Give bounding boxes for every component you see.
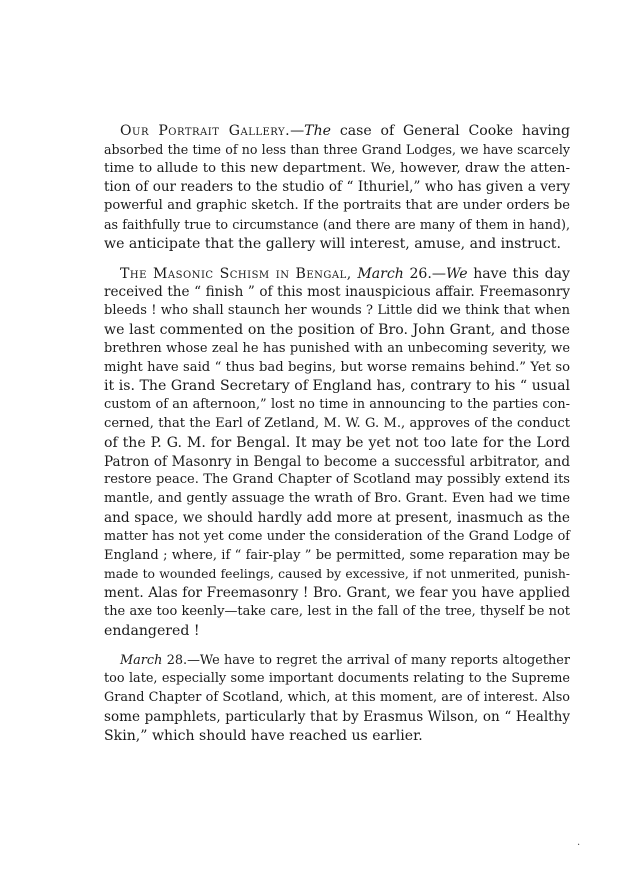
paragraph-gap <box>104 254 570 265</box>
text-line <box>104 434 570 453</box>
text-line <box>104 359 570 378</box>
text-run: of the P. G. M. for Bengal. It may be yet not too late for the Lord <box>104 434 570 451</box>
text-line <box>104 547 570 566</box>
text-line <box>104 197 570 216</box>
section-heading: The Masonic Schism in Bengal, <box>120 265 352 282</box>
text-run: bleeds ! who shall staunch her wounds ? Little did we think that when <box>104 303 570 319</box>
text-run: tion of our readers to the studio of “ Ithuriel,” who has given a very <box>104 179 570 196</box>
text-line <box>104 603 570 622</box>
italic-run: We <box>445 265 468 282</box>
text-line <box>104 396 570 415</box>
paragraph-1 <box>104 122 570 254</box>
italic-run: March <box>357 265 404 282</box>
text-run: cerned, that the Earl of Zetland, M. W. G. M., approves of the conduct <box>104 415 570 431</box>
text-run: received the “ finish ” of this most inauspicious affair. Freemasonry <box>104 284 570 301</box>
text-run: absorbed the time of no less than three Grand Lodges, we have scarcely <box>104 141 570 157</box>
text-run: have this day <box>467 265 570 282</box>
text-line <box>104 235 570 254</box>
text-run: time to allude to this new department. We, however, draw the atten- <box>104 160 570 176</box>
italic-run: March <box>120 652 163 668</box>
text-run: we last commented on the position of Bro. John Grant, and those <box>104 321 570 338</box>
text-line <box>104 453 570 472</box>
text-line <box>104 160 570 179</box>
text-run: Patron of Masonry in Bengal to become a successful arbitrator, and <box>104 453 570 470</box>
text-line <box>104 670 570 689</box>
text-line <box>104 340 570 359</box>
text-run: brethren whose zeal he has punished with an unbecoming severity, we <box>104 340 570 356</box>
text-run: — <box>290 123 305 139</box>
paragraph-gap <box>104 641 570 652</box>
text-run: powerful and graphic sketch. If the portraits that are under orders be <box>104 198 570 214</box>
paragraph-3 <box>104 652 570 746</box>
text-line <box>104 490 570 509</box>
text-run: endangered ! <box>104 622 200 639</box>
text-line <box>104 584 570 603</box>
text-run: custom of an afternoon,” lost no time in announcing to the parties con- <box>104 397 570 413</box>
text-line <box>104 265 570 284</box>
text-run: restore peace. The Grand Chapter of Scotland may possibly extend its <box>104 472 570 488</box>
text-line <box>104 565 570 584</box>
text-run: case of General Cooke having <box>331 123 570 139</box>
page-mark: . <box>577 837 581 848</box>
text-line <box>104 141 570 160</box>
paragraph-2 <box>104 265 570 641</box>
text-line <box>104 652 570 671</box>
text-run: 26.— <box>403 265 446 282</box>
text-line <box>104 727 570 746</box>
text-run: as faithfully true to circumstance (and there are many of them in hand), <box>104 216 570 232</box>
text-run: too late, especially some important documents relating to the Supreme <box>104 671 570 687</box>
text-run: Grand Chapter of Scotland, which, at this moment, are of interest. Also <box>104 690 570 706</box>
text-line <box>104 216 570 235</box>
text-line <box>104 302 570 321</box>
text-run: the axe too keenly—take care, lest in the fall of the tree, thyself be not <box>104 603 570 619</box>
text-line <box>104 622 570 641</box>
text-run: England ; where, if “ fair-play ” be permitted, some reparation may be <box>104 547 570 563</box>
text-line <box>104 708 570 727</box>
text-run: ment. Alas for Freemasonry ! Bro. Grant, we fear you have applied <box>104 585 570 602</box>
text-run: made to wounded feelings, caused by excessive, if not unmerited, punish- <box>104 566 570 582</box>
text-line <box>104 178 570 197</box>
text-run: 28.—We have to regret the arrival of many reports altogether <box>162 652 570 668</box>
text-line <box>104 122 570 141</box>
text-line <box>104 528 570 547</box>
text-run: we anticipate that the gallery will interest, amuse, and instruct. <box>104 235 561 252</box>
text-line <box>104 321 570 340</box>
italic-run: The <box>304 123 331 139</box>
section-heading: Our Portrait Gallery. <box>120 123 291 139</box>
text-line <box>104 377 570 396</box>
text-run: it is. The Grand Secretary of England has, contrary to his “ usual <box>104 378 570 395</box>
text-line <box>104 509 570 528</box>
text-column <box>104 122 570 746</box>
text-run: and space, we should hardly add more at present, inasmuch as the <box>104 509 570 526</box>
text-line <box>104 283 570 302</box>
text-run: some pamphlets, particularly that by Erasmus Wilson, on “ Healthy <box>104 708 570 725</box>
text-run: matter has not yet come under the consideration of the Grand Lodge of <box>104 528 570 544</box>
text-run: Skin,” which should have reached us earlier. <box>104 727 423 744</box>
text-run: might have said “ thus bad begins, but worse remains behind.” Yet so <box>104 359 570 375</box>
text-line <box>104 689 570 708</box>
text-line <box>104 471 570 490</box>
text-line <box>104 415 570 434</box>
text-run: mantle, and gently assuage the wrath of Bro. Grant. Even had we time <box>104 491 570 507</box>
